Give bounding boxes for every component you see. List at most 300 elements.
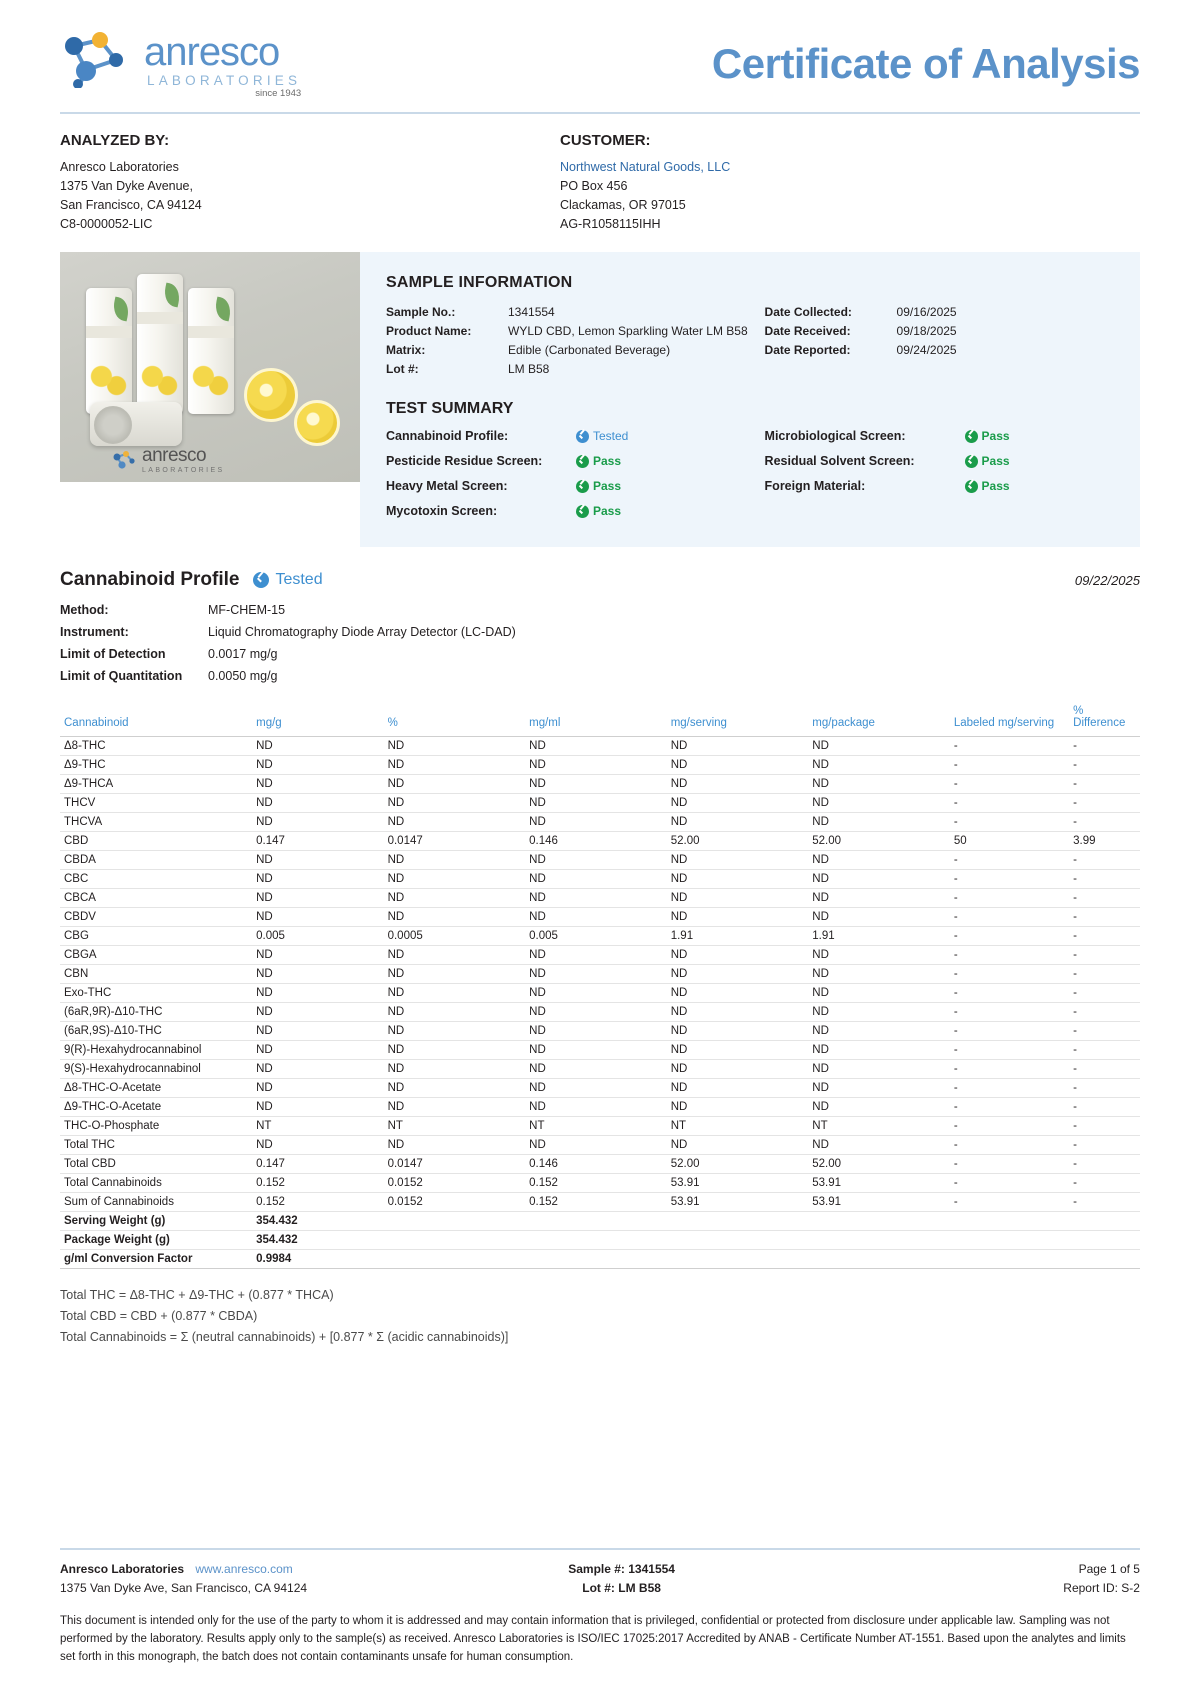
footer-lab-name: Anresco Laboratories — [60, 1562, 185, 1576]
analyzed-by-line: 1375 Van Dyke Avenue, — [60, 179, 193, 193]
cell-value: 53.91 — [808, 1174, 950, 1193]
customer-name: Northwest Natural Goods, LLC — [560, 160, 731, 174]
can-image — [137, 274, 183, 414]
cell-value: 0.152 — [525, 1174, 667, 1193]
cell-value: - — [1069, 927, 1140, 946]
customer-license: AG-R1058115IHH — [560, 217, 661, 231]
cell-value: ND — [525, 946, 667, 965]
cell-value: ND — [252, 1060, 383, 1079]
cell-value: ND — [384, 775, 526, 794]
table-row — [60, 1098, 1140, 1117]
table-row — [60, 1193, 1140, 1212]
footer-disclaimer: This document is intended only for the use of the party to whom it is addressed and may contain information that is privileged, confidential or protected from disclosure under applicable law. Sampling was not performed by the laboratory. Results apply only to the sample(s) as received. Anresco Laboratories is ISO/IEC 17025:2017 Accredited by ANAB - Certificate Number AT-1551. Based upon the analytes and limits set forth in this monograph, the batch does not contain contaminants unsafe for human consumption. — [60, 1615, 1126, 1663]
cell-cannabinoid-name: Δ8-THC — [60, 737, 252, 756]
table-body — [60, 737, 1140, 1269]
cell-value: 53.91 — [667, 1174, 809, 1193]
cell-cannabinoid-name: CBC — [60, 870, 252, 889]
cell-value: ND — [252, 737, 383, 756]
cell-value — [667, 1231, 809, 1250]
address-section — [60, 132, 1140, 234]
cell-value: 52.00 — [667, 832, 809, 851]
cell-value: - — [950, 908, 1069, 927]
cell-value: ND — [384, 1003, 526, 1022]
cell-value: 0.0152 — [384, 1174, 526, 1193]
cell-value: - — [1069, 737, 1140, 756]
molecule-logo-icon — [60, 26, 138, 88]
can-image — [188, 288, 234, 414]
cell-value: ND — [808, 851, 950, 870]
cell-value: - — [950, 1041, 1069, 1060]
cell-value: 354.432 — [252, 1212, 383, 1231]
test-label: Pesticide Residue Screen: — [386, 454, 543, 468]
cell-value: ND — [667, 1098, 809, 1117]
cell-value: - — [1069, 1117, 1140, 1136]
test-summary-row — [386, 429, 765, 443]
cell-value: - — [950, 1193, 1069, 1212]
analyzed-by-line: San Francisco, CA 94124 — [60, 198, 202, 212]
cell-value: ND — [525, 1136, 667, 1155]
date-received-label: Date Received: — [764, 324, 851, 338]
table-row — [60, 1041, 1140, 1060]
table-row — [60, 946, 1140, 965]
cell-value: ND — [252, 851, 383, 870]
cell-value: ND — [252, 965, 383, 984]
cell-value — [384, 1231, 526, 1250]
check-circle-icon — [576, 505, 589, 518]
cell-value: ND — [667, 889, 809, 908]
cell-value: ND — [384, 1041, 526, 1060]
cell-value: ND — [384, 1022, 526, 1041]
cell-value: 0.147 — [252, 1155, 383, 1174]
cell-value: ND — [525, 851, 667, 870]
table-row — [60, 813, 1140, 832]
cell-value: ND — [525, 813, 667, 832]
photo-watermark — [112, 445, 225, 474]
cell-value: 1.91 — [808, 927, 950, 946]
test-summary-left — [386, 429, 765, 529]
cell-value: ND — [808, 946, 950, 965]
status-badge — [965, 454, 1010, 468]
cell-value: ND — [808, 1098, 950, 1117]
cell-value: - — [1069, 1003, 1140, 1022]
cell-value: ND — [252, 984, 383, 1003]
method-metadata — [60, 599, 1140, 687]
table-row — [60, 870, 1140, 889]
cell-value: ND — [667, 756, 809, 775]
cell-value: - — [950, 870, 1069, 889]
cell-value: ND — [384, 1136, 526, 1155]
lot-row — [386, 361, 765, 378]
date-collected-label: Date Collected: — [764, 305, 852, 319]
product-name-value: WYLD CBD, Lemon Sparkling Water LM B58 — [508, 324, 748, 338]
cell-value: - — [1069, 1060, 1140, 1079]
cell-value: ND — [252, 813, 383, 832]
cell-value: ND — [384, 794, 526, 813]
cell-value: - — [950, 1060, 1069, 1079]
table-row — [60, 1136, 1140, 1155]
cell-value: ND — [525, 1003, 667, 1022]
cell-value: 0.146 — [525, 832, 667, 851]
cell-value: - — [1069, 889, 1140, 908]
cell-value: - — [1069, 813, 1140, 832]
footer-right — [794, 1560, 1140, 1598]
cell-value: ND — [808, 908, 950, 927]
cell-cannabinoid-name: CBGA — [60, 946, 252, 965]
date-reported-label: Date Reported: — [764, 343, 851, 357]
lod-label: Limit of Detection — [60, 647, 166, 661]
test-summary-row — [386, 454, 765, 468]
cannabinoid-results-table — [60, 705, 1140, 1269]
cell-value: ND — [252, 1003, 383, 1022]
cell-value — [808, 1231, 950, 1250]
cell-value: - — [950, 1079, 1069, 1098]
footer-website-link[interactable]: www.anresco.com — [195, 1562, 293, 1576]
table-row — [60, 1060, 1140, 1079]
check-circle-icon — [576, 480, 589, 493]
cell-value — [950, 1212, 1069, 1231]
cell-value: - — [950, 756, 1069, 775]
sample-information-title: SAMPLE INFORMATION — [386, 274, 573, 291]
sample-no-row — [386, 304, 765, 321]
cell-value: ND — [525, 965, 667, 984]
cell-value: ND — [525, 1098, 667, 1117]
table-row — [60, 756, 1140, 775]
cell-value — [808, 1250, 950, 1269]
method-label: Method: — [60, 603, 109, 617]
lod-value: 0.0017 mg/g — [208, 647, 278, 661]
check-circle-icon — [965, 430, 978, 443]
cell-value: ND — [808, 870, 950, 889]
cell-value: ND — [252, 1136, 383, 1155]
cell-value: ND — [808, 1003, 950, 1022]
footer-address: 1375 Van Dyke Ave, San Francisco, CA 94124 — [60, 1581, 308, 1595]
cell-value: ND — [667, 1060, 809, 1079]
cell-value: ND — [252, 908, 383, 927]
cell-value: ND — [252, 1098, 383, 1117]
cell-value: ND — [808, 1136, 950, 1155]
table-row — [60, 1079, 1140, 1098]
cell-value: - — [1069, 965, 1140, 984]
cell-value: ND — [252, 946, 383, 965]
footer-left — [60, 1560, 449, 1598]
status-text: Tested — [275, 571, 323, 588]
section-title: Cannabinoid Profile — [60, 569, 240, 590]
can-image — [86, 288, 132, 414]
test-summary-row — [765, 479, 1114, 493]
date-collected-value: 09/16/2025 — [896, 305, 957, 319]
cell-value: 0.0005 — [384, 927, 526, 946]
cell-cannabinoid-name: THC-O-Phosphate — [60, 1117, 252, 1136]
cell-value: ND — [667, 851, 809, 870]
product-name-label: Product Name: — [386, 324, 472, 338]
cell-value: 0.005 — [252, 927, 383, 946]
cell-value: ND — [667, 1022, 809, 1041]
cell-cannabinoid-name: (6aR,9R)-Δ10-THC — [60, 1003, 252, 1022]
test-label: Heavy Metal Screen: — [386, 479, 508, 493]
cell-value: ND — [667, 946, 809, 965]
cell-cannabinoid-name: CBG — [60, 927, 252, 946]
sample-no-value: 1341554 — [508, 305, 555, 319]
cell-value: 53.91 — [808, 1193, 950, 1212]
cell-value: 0.005 — [525, 927, 667, 946]
cell-value — [808, 1212, 950, 1231]
table-row — [60, 984, 1140, 1003]
table-row — [60, 1250, 1140, 1269]
cell-value: ND — [808, 984, 950, 1003]
cell-value: - — [950, 851, 1069, 870]
cell-value: ND — [667, 1079, 809, 1098]
cell-value: - — [950, 927, 1069, 946]
sample-info-section — [60, 252, 1140, 547]
cell-value: ND — [252, 775, 383, 794]
status-text: Pass — [593, 454, 622, 468]
cell-value: 3.99 — [1069, 832, 1140, 851]
cell-value: ND — [808, 737, 950, 756]
test-summary-title: TEST SUMMARY — [386, 400, 514, 417]
cell-value — [950, 1231, 1069, 1250]
cell-value: 0.0152 — [384, 1193, 526, 1212]
cell-value: ND — [252, 794, 383, 813]
cell-value: ND — [667, 984, 809, 1003]
test-label: Cannabinoid Profile: — [386, 429, 509, 443]
sample-information-right — [765, 304, 1114, 380]
cell-value: ND — [808, 775, 950, 794]
customer-line: Clackamas, OR 97015 — [560, 198, 686, 212]
cell-value: ND — [667, 775, 809, 794]
status-text: Pass — [981, 454, 1010, 468]
cell-value: 52.00 — [808, 1155, 950, 1174]
footer-page-number: Page 1 of 5 — [1078, 1562, 1140, 1576]
cell-value: ND — [525, 1079, 667, 1098]
analyzed-by-heading: ANALYZED BY: — [60, 132, 170, 149]
column-header-mgg: mg/g — [252, 705, 383, 737]
cell-value: - — [950, 794, 1069, 813]
cell-value: NT — [808, 1117, 950, 1136]
table-row — [60, 1022, 1140, 1041]
logo-wordmark: anresco — [144, 30, 280, 74]
column-header-mgpackage: mg/package — [808, 705, 950, 737]
table-row — [60, 1174, 1140, 1193]
cell-cannabinoid-name: (6aR,9S)-Δ10-THC — [60, 1022, 252, 1041]
cell-value: 0.0147 — [384, 832, 526, 851]
cell-value: ND — [384, 1098, 526, 1117]
customer-line: PO Box 456 — [560, 179, 628, 193]
lemon-slice — [294, 400, 340, 446]
cell-cannabinoid-name: 9(S)-Hexahydrocannabinol — [60, 1060, 252, 1079]
footer-lot-number: Lot #: LM B58 — [582, 1581, 661, 1595]
cell-value: ND — [667, 870, 809, 889]
cell-value — [384, 1212, 526, 1231]
cell-value: NT — [252, 1117, 383, 1136]
instrument-row — [60, 621, 1140, 643]
page-footer — [60, 1548, 1140, 1666]
status-badge — [576, 454, 621, 468]
logo-subtitle: LABORATORIES — [147, 73, 302, 88]
cell-value — [1069, 1212, 1140, 1231]
customer-block — [560, 132, 1060, 234]
cell-value: - — [1069, 1136, 1140, 1155]
cell-value: ND — [384, 908, 526, 927]
cell-value: ND — [667, 908, 809, 927]
cell-value: - — [1069, 946, 1140, 965]
cell-value: 1.91 — [667, 927, 809, 946]
cell-cannabinoid-name: Δ9-THC-O-Acetate — [60, 1098, 252, 1117]
table-row — [60, 965, 1140, 984]
status-badge — [965, 429, 1010, 443]
table-row — [60, 908, 1140, 927]
matrix-value: Edible (Carbonated Beverage) — [508, 343, 671, 357]
customer-heading: CUSTOMER: — [560, 132, 651, 149]
cell-value: - — [950, 984, 1069, 1003]
cell-value — [525, 1250, 667, 1269]
cell-value: - — [950, 1136, 1069, 1155]
analyzed-by-line: Anresco Laboratories — [60, 160, 179, 174]
cell-value: ND — [384, 1060, 526, 1079]
status-badge — [576, 429, 628, 443]
cell-value: ND — [525, 870, 667, 889]
cell-cannabinoid-name: THCV — [60, 794, 252, 813]
cell-value: 50 — [950, 832, 1069, 851]
cell-value — [384, 1250, 526, 1269]
cell-value: ND — [667, 965, 809, 984]
cell-value: 0.146 — [525, 1155, 667, 1174]
footer-divider — [60, 1548, 1140, 1550]
table-row — [60, 927, 1140, 946]
column-header-mgml: mg/ml — [525, 705, 667, 737]
table-row — [60, 1155, 1140, 1174]
cell-value: ND — [384, 851, 526, 870]
cell-value — [525, 1231, 667, 1250]
cell-value: ND — [384, 870, 526, 889]
date-received-row — [765, 323, 1114, 340]
cell-value: - — [1069, 1041, 1140, 1060]
table-row — [60, 889, 1140, 908]
cell-value: - — [1069, 1098, 1140, 1117]
cell-cannabinoid-name: THCVA — [60, 813, 252, 832]
cell-value: 53.91 — [667, 1193, 809, 1212]
cell-value: ND — [525, 908, 667, 927]
cell-value: 0.147 — [252, 832, 383, 851]
logo-since: since 1943 — [255, 87, 302, 99]
cell-value: NT — [525, 1117, 667, 1136]
cell-value: ND — [252, 1041, 383, 1060]
test-summary-row — [765, 429, 1114, 443]
date-reported-value: 09/24/2025 — [896, 343, 957, 357]
cannabinoid-profile-header — [60, 569, 1140, 591]
column-header-difference: % Difference — [1069, 705, 1140, 737]
loq-row — [60, 665, 1140, 687]
check-circle-icon — [965, 480, 978, 493]
cell-value: ND — [667, 1041, 809, 1060]
analysis-date: 09/22/2025 — [1074, 572, 1140, 588]
cell-cannabinoid-name: Total Cannabinoids — [60, 1174, 252, 1193]
cell-value: ND — [252, 889, 383, 908]
cell-value: ND — [525, 1041, 667, 1060]
cell-value: ND — [384, 984, 526, 1003]
cell-cannabinoid-name: 9(R)-Hexahydrocannabinol — [60, 1041, 252, 1060]
cell-value: - — [950, 1003, 1069, 1022]
table-row — [60, 1117, 1140, 1136]
cell-value: ND — [384, 813, 526, 832]
cell-value: ND — [384, 756, 526, 775]
footer-sample-number: Sample #: 1341554 — [568, 1562, 675, 1576]
cell-value: - — [950, 1174, 1069, 1193]
note-total-cbd: Total CBD = CBD + (0.877 * CBDA) — [60, 1309, 258, 1323]
header-divider — [60, 112, 1140, 114]
cell-value: ND — [525, 737, 667, 756]
cell-value: ND — [808, 965, 950, 984]
instrument-label: Instrument: — [60, 625, 129, 639]
cell-value: ND — [808, 889, 950, 908]
cell-value: ND — [525, 984, 667, 1003]
date-collected-row — [765, 304, 1114, 321]
page-title: Certificate of Analysis — [711, 40, 1140, 87]
cell-value: - — [1069, 1022, 1140, 1041]
loq-value: 0.0050 mg/g — [208, 669, 278, 683]
cell-value: ND — [667, 794, 809, 813]
lot-value: LM B58 — [508, 362, 550, 376]
status-text: Pass — [981, 479, 1010, 493]
cell-value: ND — [525, 1060, 667, 1079]
cell-value: - — [1069, 1155, 1140, 1174]
status-badge — [576, 504, 621, 518]
status-text: Tested — [593, 429, 629, 443]
cell-value: NT — [384, 1117, 526, 1136]
cell-cannabinoid-name: Package Weight (g) — [60, 1231, 252, 1250]
cell-value: 0.0147 — [384, 1155, 526, 1174]
product-cans — [86, 274, 234, 414]
cell-cannabinoid-name: Exo-THC — [60, 984, 252, 1003]
cell-cannabinoid-name: Δ9-THCA — [60, 775, 252, 794]
watermark-name: anresco — [142, 445, 207, 466]
cell-value — [525, 1212, 667, 1231]
molecule-watermark-icon — [112, 449, 138, 471]
date-received-value: 09/18/2025 — [896, 324, 957, 338]
cell-value: 354.432 — [252, 1231, 383, 1250]
table-row — [60, 1212, 1140, 1231]
instrument-value: Liquid Chromatography Diode Array Detector (LC-DAD) — [208, 625, 516, 639]
cell-value: ND — [808, 794, 950, 813]
cell-cannabinoid-name: CBD — [60, 832, 252, 851]
table-row — [60, 775, 1140, 794]
status-badge — [965, 479, 1010, 493]
cell-value: - — [1069, 1193, 1140, 1212]
calculation-notes — [60, 1285, 1140, 1348]
table-header-row — [60, 705, 1140, 737]
cell-value: ND — [252, 1079, 383, 1098]
cell-value: ND — [808, 1079, 950, 1098]
cell-value: ND — [808, 1022, 950, 1041]
product-name-row — [386, 323, 765, 340]
cell-value: - — [1069, 1079, 1140, 1098]
cell-value: - — [1069, 908, 1140, 927]
cell-value: - — [1069, 756, 1140, 775]
can-image-lying — [90, 402, 182, 446]
cell-value: ND — [252, 870, 383, 889]
cell-value: - — [1069, 794, 1140, 813]
cell-value: ND — [808, 813, 950, 832]
cell-value: ND — [384, 737, 526, 756]
status-badge — [576, 479, 621, 493]
cell-value — [1069, 1231, 1140, 1250]
cell-cannabinoid-name: Serving Weight (g) — [60, 1212, 252, 1231]
cell-value: - — [950, 737, 1069, 756]
anresco-logo — [60, 18, 301, 98]
watermark-sub: LABORATORIES — [142, 467, 225, 474]
cell-cannabinoid-name: Total CBD — [60, 1155, 252, 1174]
test-label: Mycotoxin Screen: — [386, 504, 498, 518]
analyzed-by-block — [60, 132, 560, 234]
